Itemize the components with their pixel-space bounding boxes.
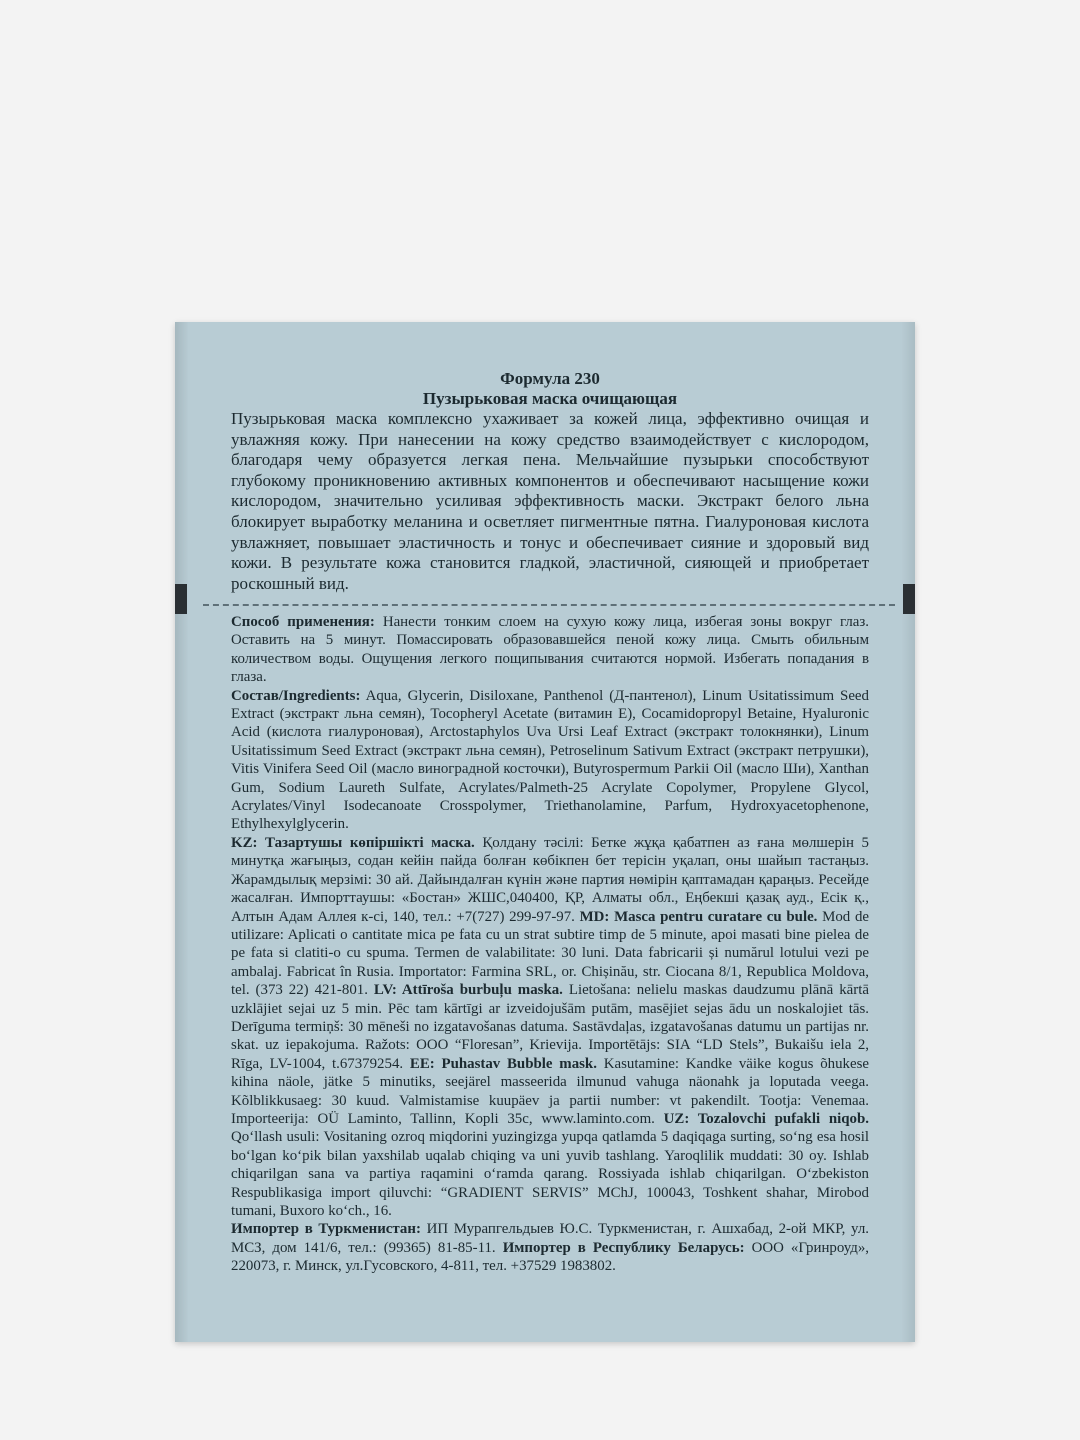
product-box-back [175,322,915,1342]
box-right-notch [903,584,915,614]
by-importer-text: ООО «Гринроуд», 220073, г. Минск, ул.Гусовского, 4-811, тел. +37529 1983802. [231,1239,870,1275]
ingredients-paragraph [231,687,869,834]
product-description-block [231,369,869,594]
formula-title: Формула 230 [500,369,600,388]
instructions-block [231,613,869,1276]
lv-label: LV: Attīroša burbuļu maska. [373,982,563,999]
by-importer-label: Импортер в Республику Беларусь: [502,1239,745,1256]
kz-text: Қолдану тәсілі: Бетке жұқа қабатпен аз ғана мөлшерін 5 минутқа жағыңыз, содан кейін пайда болған көбікпен бет терісін уқалап, оны шайып тастаңыз. Жарамдылық мерзімі: 30 ай. Дайындалған күнін және партия нөмірін қаптамадан қараңыз. Ресейде жасалған. Импорттаушы: «Бостан» ЖШС,040400, ҚР, Алматы обл., Еңбекші қазақ ауд., Есік қ., Алтын Адам Аллея к-сі, 140, тел.: +7(727) 299-97-97. [231,834,869,925]
md-label: MD: Masca pentru curatare cu bule. [579,908,818,925]
importers-paragraph [231,1220,869,1275]
ee-label: EE: Puhastav Bubble mask. [409,1055,597,1072]
box-right-shadow [901,322,915,1342]
multilang-paragraph [231,834,869,1221]
usage-text: Нанести тонким слоем на сухую кожу лица, избегая зоны вокруг глаз. Оставить на 5 минут. Помассировать образовавшейся пеной кожу лица. Смыть обильным количеством воды. Ощущения легкого пощипывания считаются нормой. Избегать попадания в глаза. [231,614,869,686]
fold-dashed-line [203,604,895,606]
ingredients-label: Состав/Ingredients: [231,687,361,704]
box-left-notch [175,584,187,614]
md-text: Mod de utilizare: Aplicati o cantitate mica pe fata cu un strat subtire timp de 5 minute, apoi masati bine pielea de pe fata si clatiti-o cu spuma. Termen de valabilitate: 30 luni. Data fabricarii și numărul lotului vezi pe ambalaj. Fabricat în Rusia. Importator: Farmina SRL, or. Chișinău, str. Ciocana 8/1, Republica Moldova, tel. (373 22) 421-801. [231,908,869,999]
product-title: Пузырьковая маска очищающая [422,389,678,408]
lv-text: Lietošana: nelielu maskas daudzumu plānā kārtā uzklājiet sejai uz 5 min. Pēc tam kārtīgi ar izveidojušām putām, masējiet sejas ādu un noskalojiet tās. Derīguma termiņš: 30 mēneši no izgatavošanas datuma. Sastāvdaļas, izgatavošanas datumu un partijas nr. skat. uz iepakojuma. Ražots: OOO “Floresan”, Krievija. Importētājs: SIA “LD Stels”, Bukaišu iela 2, Rīga, LV-1004, t.67379254. [231,982,869,1072]
usage-label: Способ применения: [231,614,375,630]
tm-importer-text: ИП Мурапгельдыев Ю.С. Туркменистан, г. Ашхабад, 2-ой МКР, ул. МСЗ, дом 141/6, тел.: (99365) 81-85-11. [231,1221,869,1256]
ee-text: Kasutamine: Kandke väike kogus õhukese kihina näole, jätke 5 minutiks, seejärel masseerida ilmunud vahuga näonahk ja loputada veega. Kõlblikkusaeg: 30 kuud. Valmistamise kuupäev ja partii number: vt pakendilt. Tootja: Venemaa. Importeerija: OÜ Laminto, Tallinn, Kopli 35c, www.laminto.com. [231,1055,869,1127]
product-description: Пузырьковая маска комплексно ухаживает за кожей лица, эффективно очищая и увлажняя кожу. При нанесении на кожу средство взаимодействует с кислородом, благодаря чему образуется легкая пена. Мельчайшие пузырьки способствуют глубокому проникновению активных компонентов и обеспечивают насыщение кожи кислородом, значительно усиливая эффективность маски. Экстракт белого льна блокирует выработку меланина и осветляет пигментные пятна. Гиалуроновая кислота увлажняет, повышает эластичность и тонус и обеспечивает сияние и здоровый вид кожи. В результате кожа становится гладкой, эластичной, сияющей и приобретает роскошный вид. [231,409,869,593]
uz-label: UZ: Tozalovchi pufakli niqob. [663,1110,869,1127]
uz-text: Qo‘llash usuli: Vositaning ozroq miqdorini yuzingizga yupqa qatlamda 5 daqiqaga surting, so‘ng esa hosil bo‘lgan ko‘pik bilan yaxshilab uqalab chiqing va uni yuvib tashlang. Yaroqlilik muddati: 30 oy. Ishlab chiqarilgan sana va partiya raqamini o‘ramda qarang. Rossiyada ishlab chiqarilgan. O‘zbekiston Respublikasiga import qiluvchi: “GRADIENT SERVIS” MChJ, 100043, Toshkent shahar, Mirobod tumani, Buxoro ko‘ch., 16. [231,1129,869,1219]
usage-paragraph [231,613,869,687]
box-left-shadow [175,322,189,1342]
tm-importer-label: Импортер в Туркменистан: [231,1221,421,1238]
ingredients-text: Aqua, Glycerin, Disiloxane, Panthenol (Д-пантенол), Linum Usitatissimum Seed Extract (экстракт льна семян), Tocopheryl Acetate (витамин Е), Cocamidopropyl Betaine, Hyaluronic Acid (кислота гиалуроновая), Arctostaphylos Uva Ursi Leaf Extract (экстракт толокнянки), Linum Usitatissimum Seed Extract (экстракт льна семян), Petroselinum Sativum Extract (экстракт петрушки), Vitis Vinifera Seed Oil (масло виноградной косточки), Butyrospermum Parkii Oil (масло Ши), Xanthan Gum, Sodium Laureth Sulfate, Acrylates/Palmeth-25 Acrylate Copolymer, Propylene Glycol, Acrylates/Vinyl Isodecanoate Crosspolymer, Triethanolamine, Parfum, Hydroxyacetophenone, Ethylhexylglycerin. [231,687,869,833]
kz-label: KZ: Тазартушы көпіршікті маска. [231,834,475,851]
